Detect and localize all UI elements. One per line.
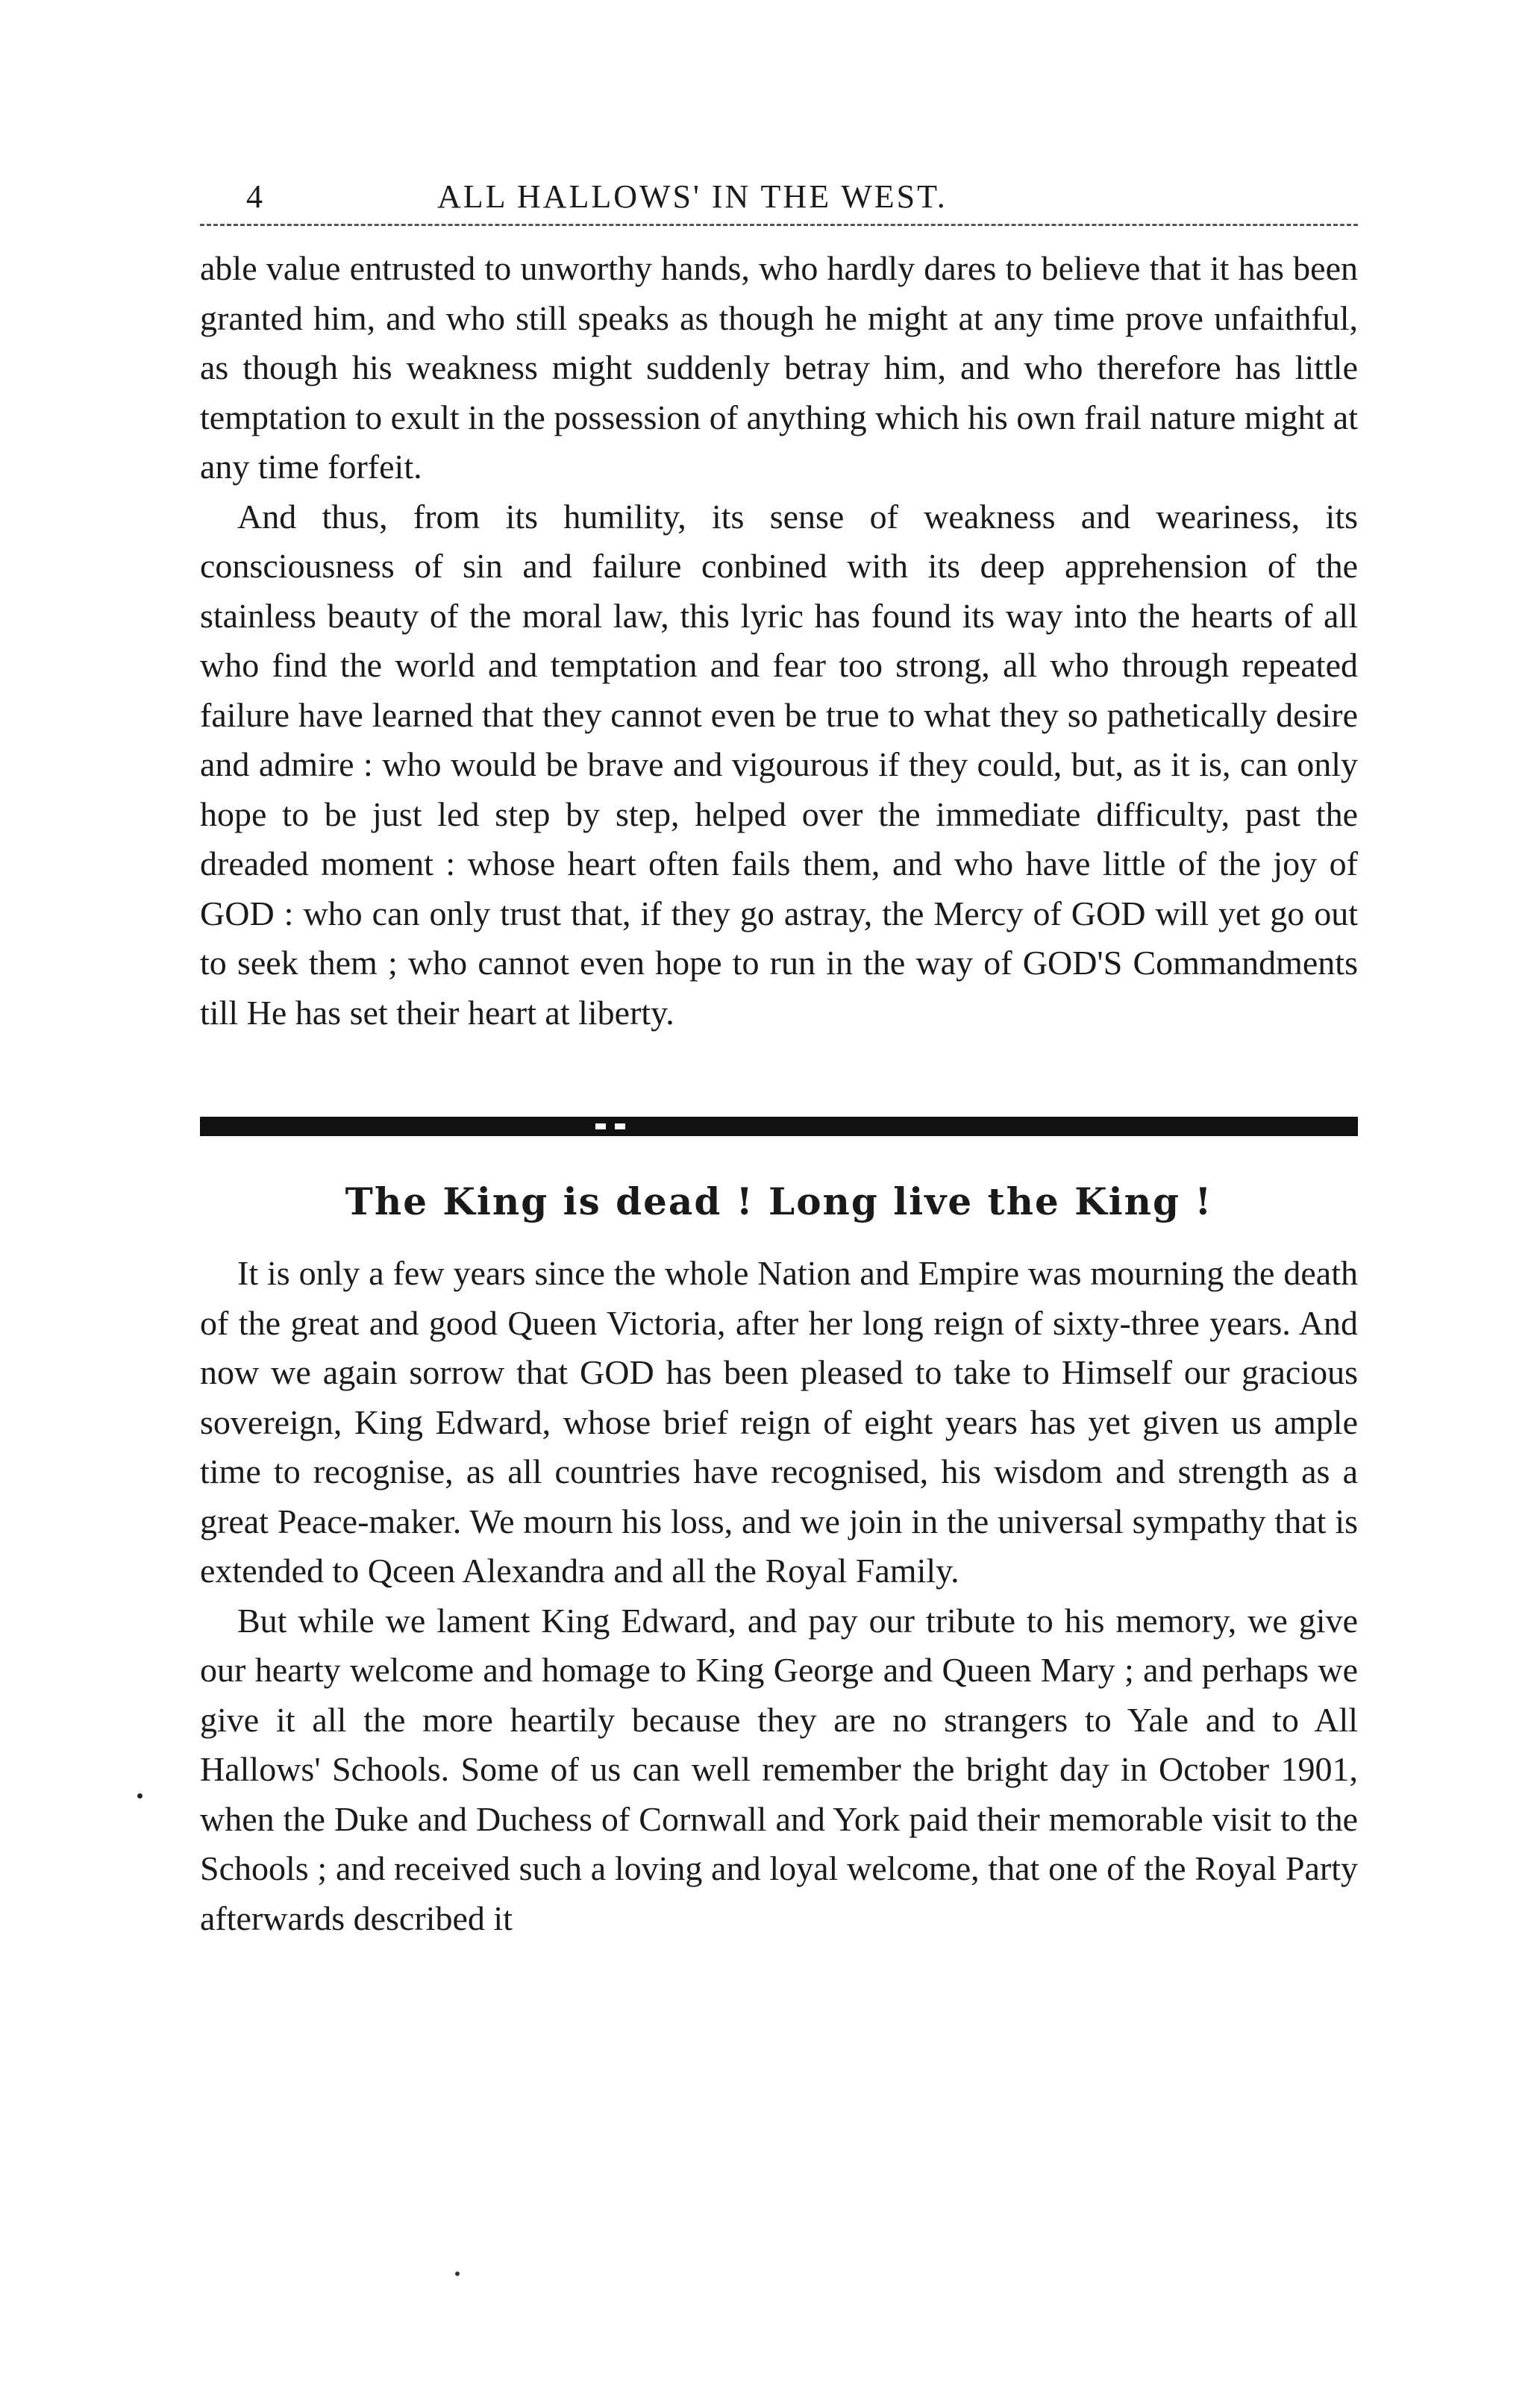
- king-article: [200, 1249, 1358, 1943]
- continued-article: [200, 244, 1358, 1038]
- paragraph-mourning: It is only a few years since the whole Nation and Empire was mourning the death of the great and good Queen Victoria, after her long reign of sixty-three years. And now we again sorrow that GOD has been pleased to take to Himself our gracious sovereign, King Edward, whose brief reign of eight years has yet given us ample time to recognise, as all countries have recognised, his wisdom and strength as a great Peace-maker. We mourn his loss, and we join in the universal sympathy that is extended to Qceen Alexandra and all the Royal Family.: [200, 1254, 1358, 1590]
- document-page: [200, 172, 1358, 1943]
- paragraph-continued: able value entrusted to unworthy hands, who hardly dares to believe that it has been granted him, and who still speaks as though he might at any time prove unfaithful, as though his weakness might suddenly betray him, and who therefore has little temptation to exult in the possession of anything which his own frail nature might at any time forfeit.: [200, 249, 1358, 486]
- article-headline: The King is dead ! Long live the King !: [345, 1179, 1213, 1223]
- divider-ornament: [595, 1123, 606, 1129]
- journal-title: ALL HALLOWS' IN THE WEST.: [437, 178, 948, 215]
- running-header: [200, 172, 1358, 226]
- section-divider-rule: [200, 1117, 1358, 1136]
- margin-speck: [137, 1793, 143, 1799]
- divider-ornament: [615, 1123, 625, 1129]
- page-number: 4: [246, 178, 265, 215]
- paragraph-welcome: But while we lament King Edward, and pay our tribute to his memory, we give our hearty welcome and homage to King George and Queen Mary ; and perhaps we give it all the more heartily because they are no strangers to Yale and to All Hallows' Schools. Some of us can well remember the bright day in October 1901, when the Duke and Duchess of Cornwall and York paid their memorable visit to the Schools ; and received such a loving and loyal welcome, that one of the Royal Party afterwards described it: [200, 1601, 1358, 1937]
- paragraph-lyric: And thus, from its humility, its sense of weakness and weariness, its consciousness of sin and failure conbined with its deep apprehension of the stainless beauty of the moral law, this lyric has found its way into the hearts of all who find the world and temptation and fear too strong, all who through repeated failure have learned that they cannot even be true to what they so pathetically desire and admire : who would be brave and vigourous if they could, but, as it is, can only hope to be just led step by step, helped over the immediate difficulty, past the dreaded moment : whose heart often fails them, and who have little of the joy of GOD : who can only trust that, if they go astray, the Mercy of GOD will yet go out to seek them ; who cannot even hope to run in the way of GOD'S Commandments till He has set their heart at liberty.: [200, 497, 1358, 1032]
- footer-speck: [455, 2271, 460, 2276]
